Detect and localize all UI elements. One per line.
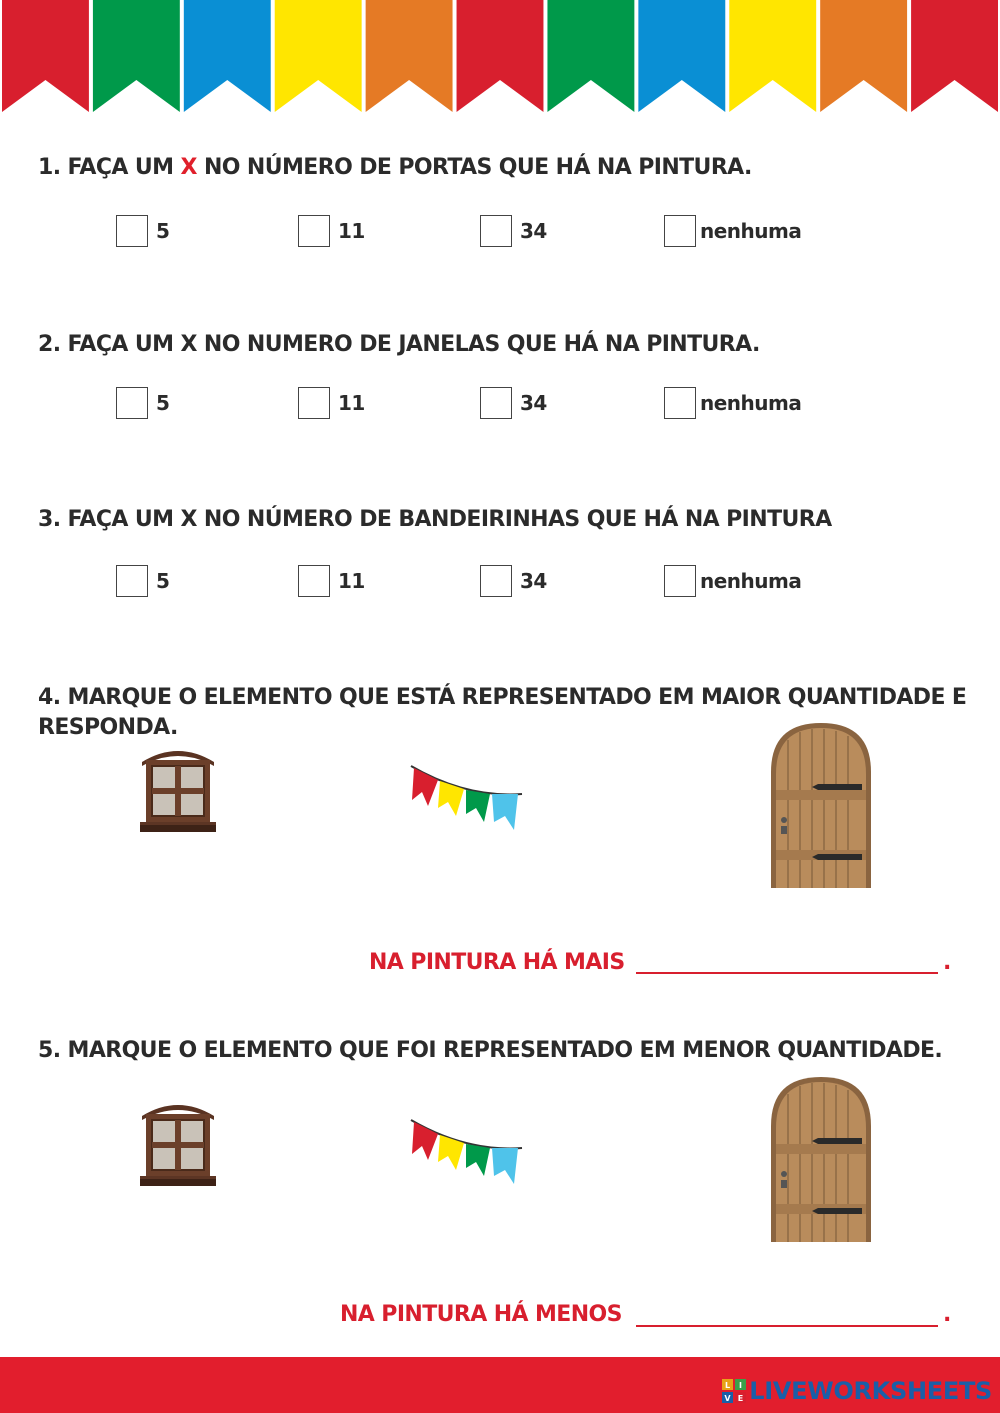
option-label: 34 (520, 569, 547, 593)
question-3: 3. FAÇA UM X NO NÚMERO DE BANDEIRINHAS QUE HÁ NA PINTURA (38, 507, 832, 532)
logo-letter: I (739, 1381, 743, 1390)
q1-option-3[interactable] (480, 215, 547, 247)
option-label: 5 (156, 569, 170, 593)
checkbox[interactable] (480, 215, 512, 247)
window-icon[interactable] (140, 1096, 216, 1188)
checkbox[interactable] (664, 387, 696, 419)
answer-more-suffix: . (943, 950, 951, 975)
bunting-flag (547, 0, 634, 112)
q3-option-2[interactable] (298, 565, 365, 597)
door-icon[interactable] (770, 722, 872, 890)
bunting-flag (366, 0, 453, 112)
question-1-x-mark: X (180, 155, 197, 180)
q1-option-1[interactable] (116, 215, 169, 247)
question-5: 5. MARQUE O ELEMENTO QUE FOI REPRESENTADO EM MENOR QUANTIDADE. (38, 1038, 943, 1063)
bunting-flag (93, 0, 180, 112)
q2-option-3[interactable] (480, 387, 547, 419)
q2-option-2[interactable] (298, 387, 365, 419)
checkbox[interactable] (480, 387, 512, 419)
bunting-flag (2, 0, 89, 112)
logo-text: LIVEWORKSHEETS (749, 1377, 992, 1405)
window-icon[interactable] (140, 742, 216, 834)
q1-option-4[interactable] (664, 215, 801, 247)
bunting-flag (638, 0, 725, 112)
checkbox[interactable] (298, 565, 330, 597)
logo-grid-icon (722, 1379, 746, 1403)
option-label: 34 (520, 219, 547, 243)
option-label: 5 (156, 391, 170, 415)
question-1 (38, 155, 752, 180)
option-label: nenhuma (700, 569, 802, 593)
answer-less-suffix: . (943, 1302, 951, 1327)
question-1-text-after: NO NÚMERO DE PORTAS QUE HÁ NA PINTURA. (203, 155, 752, 180)
question-1-text-before: 1. FAÇA UM (38, 155, 174, 180)
bunting-flag (820, 0, 907, 112)
question-4: 4. MARQUE O ELEMENTO QUE ESTÁ REPRESENTADO EM MAIOR QUANTIDADE E RESPONDA. (38, 685, 967, 740)
liveworksheets-logo[interactable] (722, 1377, 992, 1405)
door-icon[interactable] (770, 1076, 872, 1244)
bunting-icon[interactable] (408, 760, 526, 838)
checkbox[interactable] (298, 215, 330, 247)
bunting-flag (275, 0, 362, 112)
checkbox[interactable] (480, 565, 512, 597)
checkbox[interactable] (116, 215, 148, 247)
q1-option-2[interactable] (298, 215, 365, 247)
q3-option-3[interactable] (480, 565, 547, 597)
bunting-flag (457, 0, 544, 112)
checkbox[interactable] (298, 387, 330, 419)
bunting-banner (0, 0, 1000, 115)
logo-letter: L (725, 1381, 731, 1390)
checkbox[interactable] (116, 387, 148, 419)
option-label: 34 (520, 391, 547, 415)
bunting-flag (184, 0, 271, 112)
option-label: nenhuma (700, 391, 802, 415)
answer-more-prefix: NA PINTURA HÁ MAIS (369, 950, 625, 975)
option-label: nenhuma (700, 219, 802, 243)
answer-more-field[interactable] (636, 972, 938, 974)
checkbox[interactable] (116, 565, 148, 597)
option-label: 5 (156, 219, 170, 243)
q2-option-4[interactable] (664, 387, 801, 419)
question-2: 2. FAÇA UM X NO NUMERO DE JANELAS QUE HÁ NA PINTURA. (38, 332, 760, 357)
q2-option-1[interactable] (116, 387, 169, 419)
option-label: 11 (338, 391, 365, 415)
answer-less-field[interactable] (636, 1325, 938, 1327)
logo-letter: E (738, 1394, 744, 1403)
bunting-flag (729, 0, 816, 112)
checkbox[interactable] (664, 215, 696, 247)
bunting-icon[interactable] (408, 1114, 526, 1192)
option-label: 11 (338, 569, 365, 593)
option-label: 11 (338, 219, 365, 243)
q3-option-4[interactable] (664, 565, 801, 597)
checkbox[interactable] (664, 565, 696, 597)
q3-option-1[interactable] (116, 565, 169, 597)
answer-less-prefix: NA PINTURA HÁ MENOS (340, 1302, 622, 1327)
bunting-flag (911, 0, 998, 112)
logo-letter: V (724, 1394, 731, 1403)
